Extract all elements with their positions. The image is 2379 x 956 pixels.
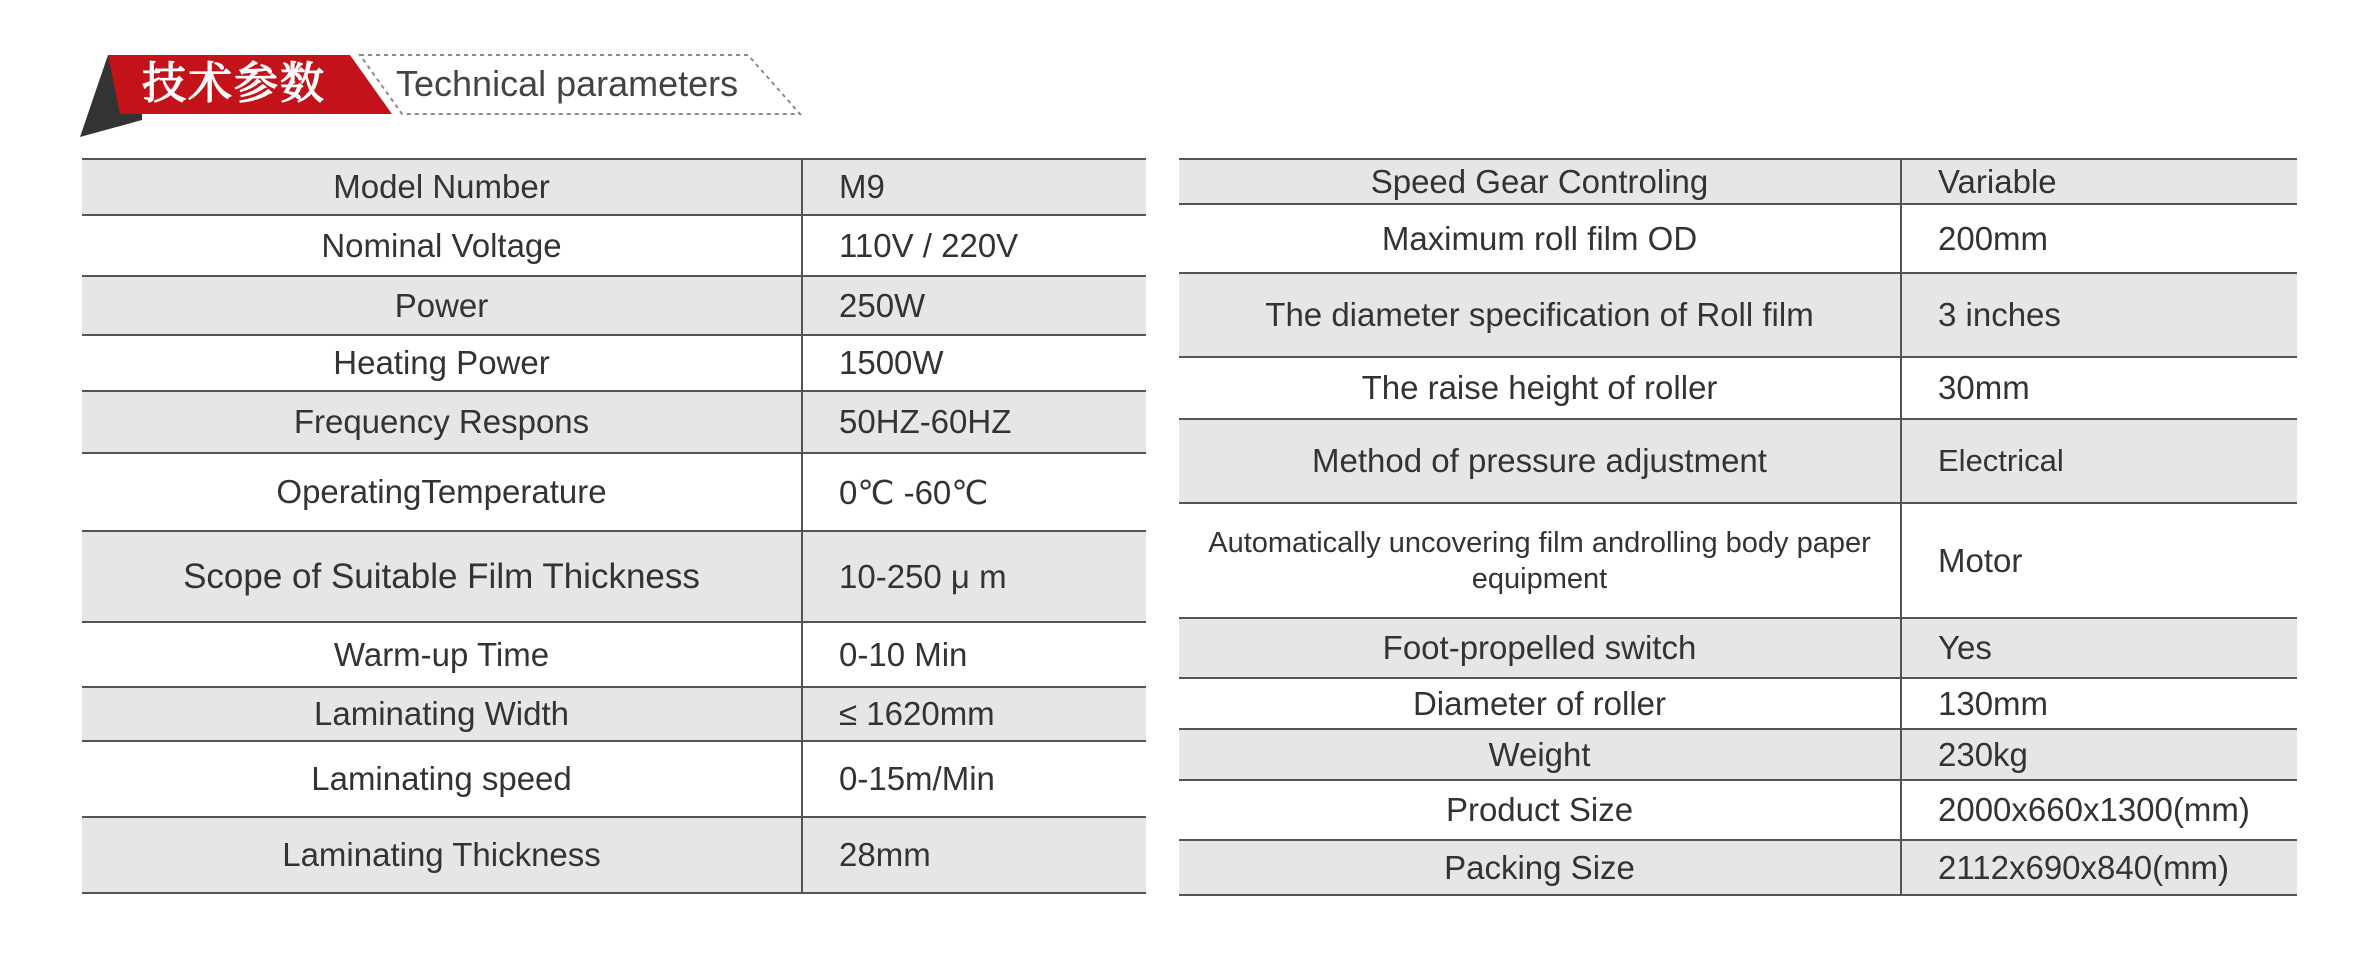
table-row: [1179, 419, 2297, 503]
spec-table-left: [82, 158, 1146, 894]
spec-label: Heating Power: [82, 335, 802, 391]
spec-value: 2112x690x840(mm): [1901, 840, 2297, 895]
spec-table-right: [1179, 158, 2297, 896]
spec-value: 2000x660x1300(mm): [1901, 780, 2297, 840]
spec-value: 200mm: [1901, 204, 2297, 273]
table-row: [1179, 159, 2297, 204]
spec-value: 0℃ -60℃: [802, 453, 1146, 531]
spec-label: OperatingTemperature: [82, 453, 802, 531]
spec-value: ≤ 1620mm: [802, 687, 1146, 741]
table-row: [1179, 503, 2297, 618]
table-row: [1179, 357, 2297, 419]
spec-label: Diameter of roller: [1179, 678, 1901, 729]
spec-value: 0-10 Min: [802, 622, 1146, 687]
table-row: [1179, 618, 2297, 678]
spec-value: 230kg: [1901, 729, 2297, 780]
section-header: [0, 0, 820, 150]
table-row: [82, 335, 1146, 391]
table-row: [82, 741, 1146, 817]
table-row: [82, 453, 1146, 531]
spec-value: 10-250 μ m: [802, 531, 1146, 622]
spec-value: 0-15m/Min: [802, 741, 1146, 817]
spec-value: 3 inches: [1901, 273, 2297, 357]
spec-label: Maximum roll film OD: [1179, 204, 1901, 273]
spec-value: 250W: [802, 276, 1146, 335]
section-title-cn: 技术参数: [142, 58, 326, 109]
spec-label: Nominal Voltage: [82, 215, 802, 276]
spec-label: Laminating Thickness: [82, 817, 802, 893]
spec-label: Scope of Suitable Film Thickness: [82, 531, 802, 622]
table-row: [1179, 204, 2297, 273]
spec-value: 28mm: [802, 817, 1146, 893]
spec-label-cell: [1179, 503, 1901, 618]
table-row: [82, 817, 1146, 893]
spec-value: 110V / 220V: [802, 215, 1146, 276]
spec-value: M9: [802, 159, 1146, 215]
spec-value: 1500W: [802, 335, 1146, 391]
table-row: [1179, 840, 2297, 895]
table-row: [1179, 273, 2297, 357]
spec-value: Yes: [1901, 618, 2297, 678]
spec-label: The raise height of roller: [1179, 357, 1901, 419]
table-row: [82, 391, 1146, 453]
spec-value: 30mm: [1901, 357, 2297, 419]
table-row: [82, 215, 1146, 276]
spec-value: 50HZ-60HZ: [802, 391, 1146, 453]
spec-label: Weight: [1179, 729, 1901, 780]
spec-value: Variable: [1901, 159, 2297, 204]
spec-label: Model Number: [82, 159, 802, 215]
spec-label: Power: [82, 276, 802, 335]
spec-label: Product Size: [1179, 780, 1901, 840]
table-row: [1179, 780, 2297, 840]
spec-label: Laminating Width: [82, 687, 802, 741]
table-row: [1179, 729, 2297, 780]
spec-value: Motor: [1901, 503, 2297, 618]
spec-value: 130mm: [1901, 678, 2297, 729]
table-row: [82, 622, 1146, 687]
section-title-en: Technical parameters: [396, 63, 739, 104]
table-row: [82, 531, 1146, 622]
spec-label: Automatically uncovering film androlling body paper equipment: [1208, 526, 1871, 595]
spec-value: Electrical: [1901, 419, 2297, 503]
spec-label: Foot-propelled switch: [1179, 618, 1901, 678]
table-row: [1179, 678, 2297, 729]
spec-label: Laminating speed: [82, 741, 802, 817]
table-row: [82, 687, 1146, 741]
spec-label: Frequency Respons: [82, 391, 802, 453]
spec-label: Method of pressure adjustment: [1179, 419, 1901, 503]
spec-label: Warm-up Time: [82, 622, 802, 687]
table-row: [82, 159, 1146, 215]
table-row: [82, 276, 1146, 335]
spec-label: Packing Size: [1179, 840, 1901, 895]
spec-label: The diameter specification of Roll film: [1179, 273, 1901, 357]
spec-label: Speed Gear Controling: [1179, 159, 1901, 204]
